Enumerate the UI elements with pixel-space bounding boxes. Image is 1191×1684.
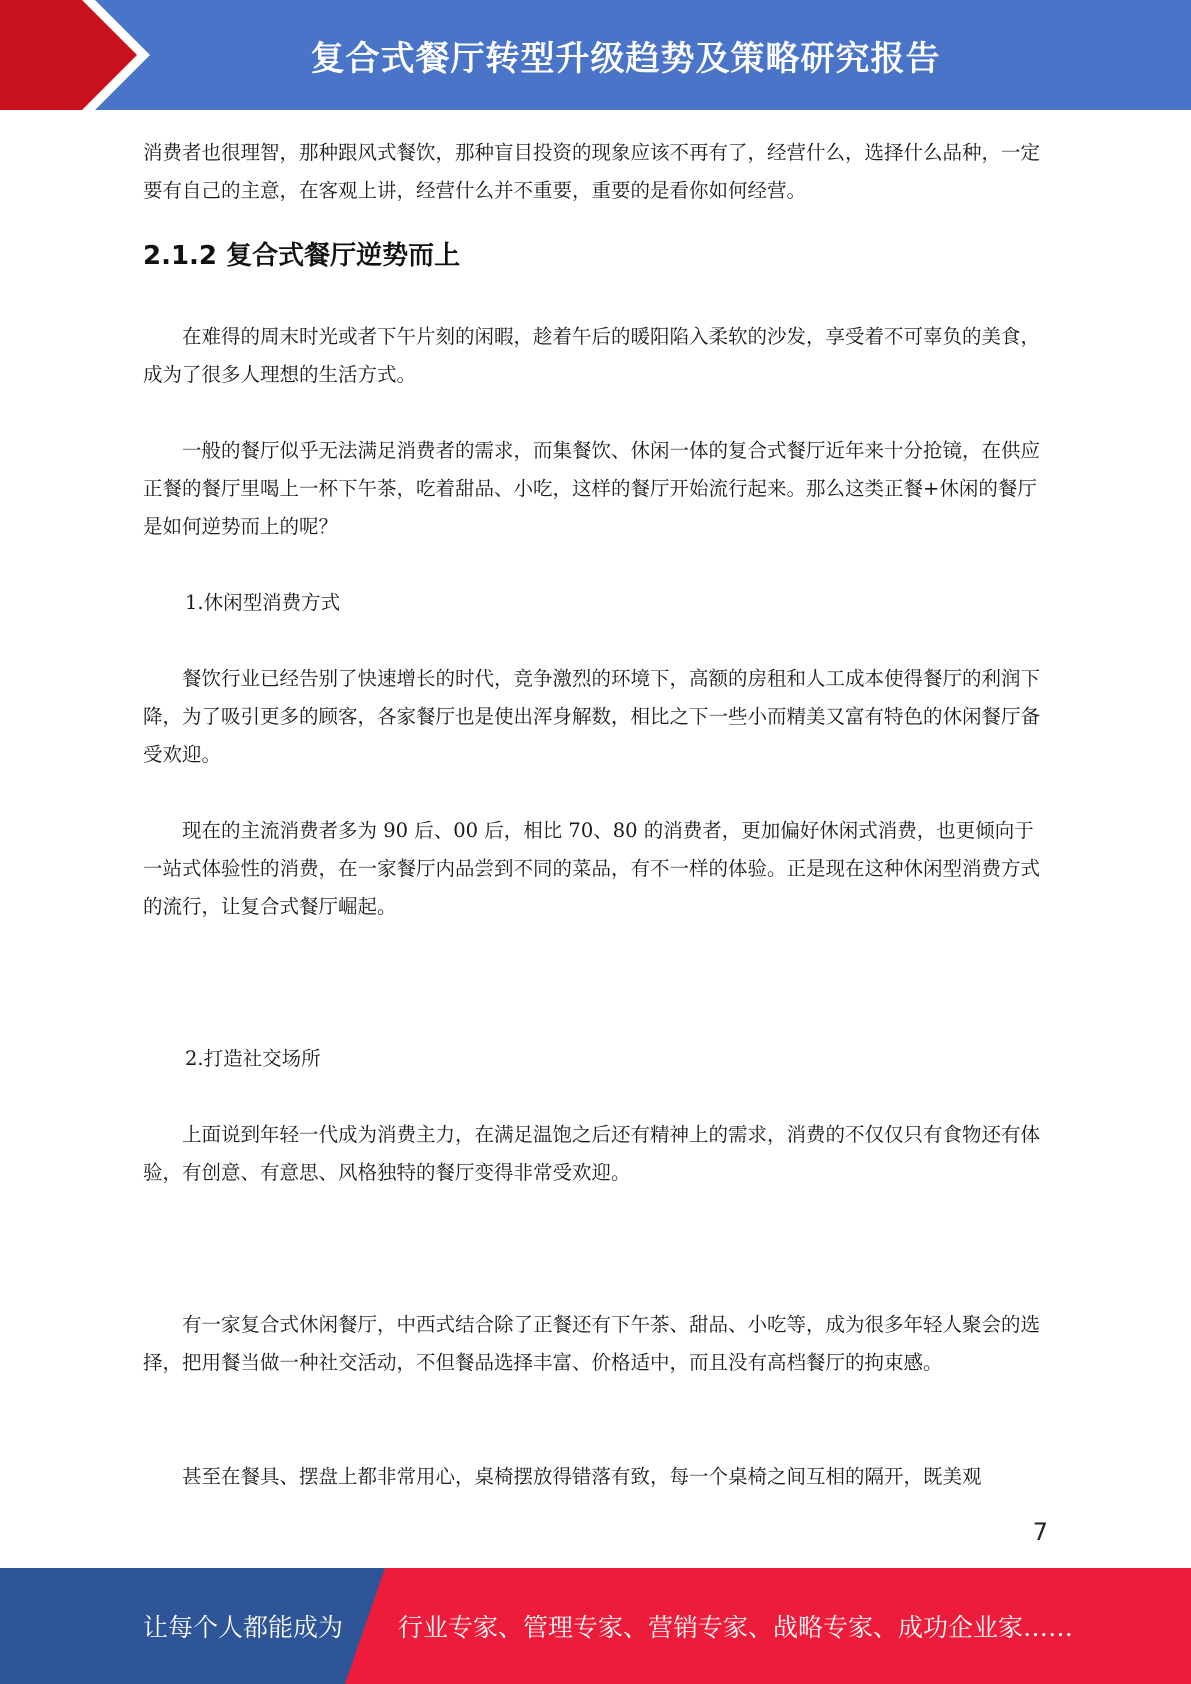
paragraph-7: 甚至在餐具、摆盘上都非常用心，桌椅摆放得错落有致，每一个桌椅之间互相的隔开，既美观: [182, 1465, 982, 1488]
paragraph-3: 餐饮行业已经告别了快速增长的时代，竞争激烈的环境下，高额的房租和人工成本使得餐厅的利润下降，为了吸引更多的顾客，各家餐厅也是使出浑身解数，相比之下一些小而精美又富有特色的休闲餐厅备受欢迎。: [143, 667, 1041, 766]
paragraph-5: 上面说到年轻一代成为消费主力，在满足温饱之后还有精神上的需求，消费的不仅仅只有食物还有体验，有创意、有意思、风格独特的餐厅变得非常受欢迎。: [143, 1123, 1041, 1184]
header-title: 复合式餐厅转型升级趋势及策略研究报告: [310, 38, 941, 79]
section-heading: 2.1.2 复合式餐厅逆势而上: [143, 241, 461, 271]
paragraph-1: 在难得的周末时光或者下午片刻的闲暇，趁着午后的暖阳陷入柔软的沙发，享受着不可辜负的美食，成为了很多人理想的生活方式。: [143, 325, 1041, 386]
page-header: [0, 0, 1191, 110]
subheading-2: 2.打造社交场所: [185, 1047, 321, 1070]
paragraph-4: 现在的主流消费者多为 90 后、00 后，相比 70、80 的消费者，更加偏好休闲式消费，也更倾向于一站式体验性的消费，在一家餐厅内品尝到不同的菜品，有不一样的体验。正是现在这种休闲型消费方式的流行，让复合式餐厅崛起。: [143, 819, 1041, 918]
footer-slogan-right: 行业专家、管理专家、营销专家、战略专家、成功企业家……: [398, 1613, 1074, 1642]
footer-slogan-left: 让每个人都能成为: [143, 1613, 344, 1642]
subheading-1: 1.休闲型消费方式: [185, 591, 341, 614]
paragraph-intro: 消费者也很理智，那种跟风式餐饮，那种盲目投资的现象应该不再有了，经营什么，选择什么品种，一定要有自己的主意，在客观上讲，经营什么并不重要，重要的是看你如何经营。: [143, 141, 1041, 202]
page-footer: [0, 1568, 1191, 1684]
paragraph-2: 一般的餐厅似乎无法满足消费者的需求，而集餐饮、休闲一体的复合式餐厅近年来十分抢镜，在供应正餐的餐厅里喝上一杯下午茶，吃着甜品、小吃，这样的餐厅开始流行起来。那么这类正餐+休闲的餐厅是如何逆势而上的呢？: [143, 439, 1041, 538]
paragraph-6: 有一家复合式休闲餐厅，中西式结合除了正餐还有下午茶、甜品、小吃等，成为很多年轻人聚会的选择，把用餐当做一种社交活动，不但餐品选择丰富、价格适中，而且没有高档餐厅的拘束感。: [143, 1313, 1041, 1374]
page-number: 7: [1032, 1518, 1048, 1546]
